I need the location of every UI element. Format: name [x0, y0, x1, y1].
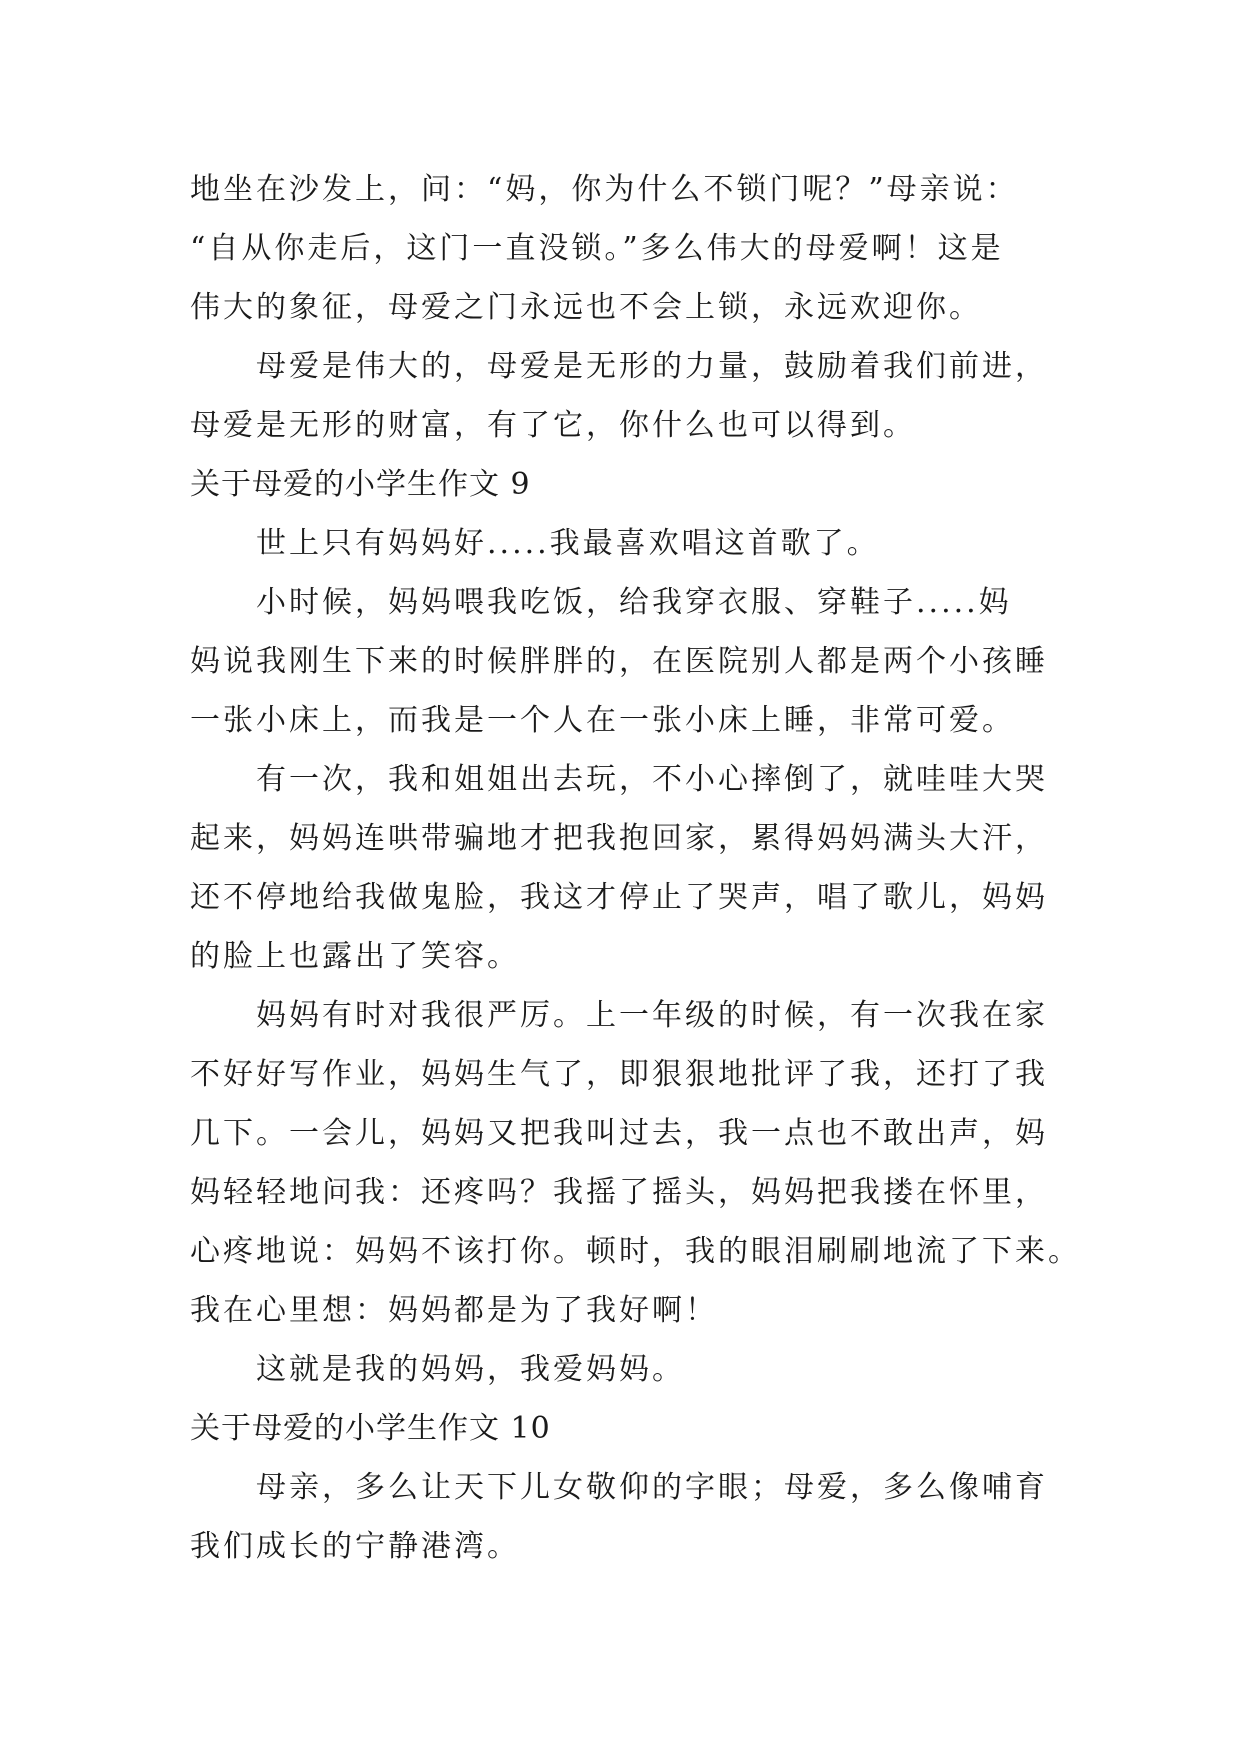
- paragraph: [190, 160, 1065, 337]
- text-line: 我们成长的宁静港湾。: [190, 1529, 520, 1564]
- essay-heading: 关于母爱的小学生作文 9: [190, 467, 531, 502]
- text-line: 一张小床上，而我是一个人在一张小床上睡，非常可爱。: [190, 703, 1015, 738]
- paragraph: [190, 573, 1065, 750]
- text-line: 妈说我刚生下来的时候胖胖的，在医院别人都是两个小孩睡: [190, 644, 1048, 679]
- text-line: 这就是我的妈妈，我爱妈妈。: [256, 1352, 685, 1387]
- paragraph: [190, 514, 1065, 573]
- paragraph: [190, 337, 1065, 455]
- text-line: 几下。一会儿，妈妈又把我叫过去，我一点也不敢出声，妈: [190, 1116, 1048, 1151]
- text-line: “自从你走后，这门一直没锁。”多么伟大的母爱啊！这是: [190, 231, 1004, 266]
- text-line: 伟大的象征，母爱之门永远也不会上锁，永远欢迎你。: [190, 290, 982, 325]
- text-line: 母爱是伟大的，母爱是无形的力量，鼓励着我们前进，: [256, 349, 1048, 384]
- paragraph: [190, 1340, 1065, 1399]
- text-line: 我在心里想：妈妈都是为了我好啊！: [190, 1293, 718, 1328]
- text-line: 妈妈有时对我很严厉。上一年级的时候，有一次我在家: [256, 998, 1048, 1033]
- essay-heading: 关于母爱的小学生作文 10: [190, 1411, 551, 1446]
- text-line: 不好好写作业，妈妈生气了，即狠狠地批评了我，还打了我: [190, 1057, 1048, 1092]
- text-line: 起来，妈妈连哄带骗地才把我抱回家，累得妈妈满头大汗，: [190, 821, 1048, 856]
- paragraph: [190, 986, 1081, 1340]
- document-body: [190, 160, 1081, 1576]
- text-line: 世上只有妈妈好.....我最喜欢唱这首歌了。: [256, 526, 880, 561]
- text-line: 地坐在沙发上，问：“妈，你为什么不锁门呢？”母亲说：: [190, 172, 1019, 207]
- text-line: 妈轻轻地问我：还疼吗？我摇了摇头，妈妈把我搂在怀里，: [190, 1175, 1048, 1210]
- text-line: 的脸上也露出了笑容。: [190, 939, 520, 974]
- text-line: 母爱是无形的财富，有了它，你什么也可以得到。: [190, 408, 916, 443]
- text-line: 小时候，妈妈喂我吃饭，给我穿衣服、穿鞋子.....妈: [256, 585, 1012, 620]
- paragraph: [190, 750, 1065, 986]
- paragraph: [190, 1458, 1065, 1576]
- text-line: 母亲，多么让天下儿女敬仰的字眼；母爱，多么像哺育: [256, 1470, 1048, 1505]
- text-line: 有一次，我和姐姐出去玩，不小心摔倒了，就哇哇大哭: [256, 762, 1048, 797]
- text-line: 心疼地说：妈妈不该打你。顿时，我的眼泪刷刷地流了下来。: [190, 1234, 1081, 1269]
- text-line: 还不停地给我做鬼脸，我这才停止了哭声，唱了歌儿，妈妈: [190, 880, 1048, 915]
